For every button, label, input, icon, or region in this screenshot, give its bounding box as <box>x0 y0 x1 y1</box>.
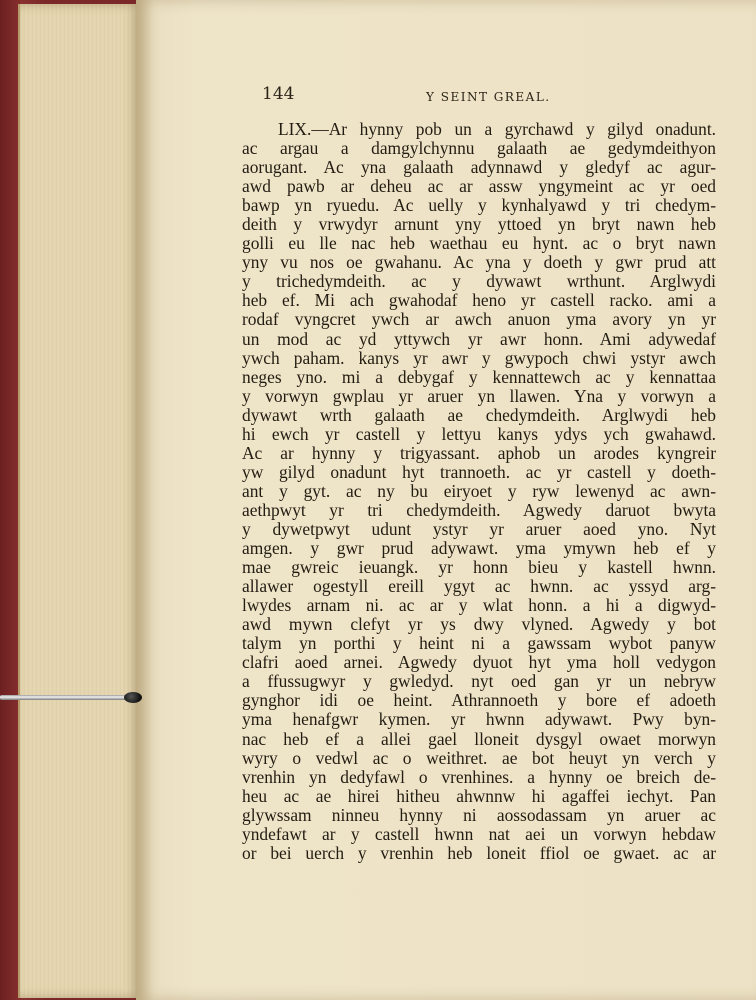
text-line: hi ewch yr castell y lettyu kanys ydys ych gwahawd. <box>242 423 716 444</box>
text-line: aethpwyt yr tri chedymdeith. Agwedy daruot bwyta <box>242 499 716 520</box>
text-line: yny vu nos oe gwahanu. Ac yna y doeth y gwr prud att <box>242 252 716 273</box>
page-header <box>136 84 756 108</box>
text-line: golli eu lle nac heb waethau eu hynt. ac o bryt nawn <box>242 233 716 254</box>
text-line: bawp yn ryuedu. Ac uelly y kynhalyawd y tri chedym- <box>242 195 716 216</box>
text-line: LIX.—Ar hynny pob un a gyrchawd y gilyd onadunt. <box>278 119 716 139</box>
text-line: heb ef. Mi ach gwahodaf heno yr castell racko. ami a <box>242 290 716 311</box>
text-line: awd pawb ar deheu ac ar assw yngymeint ac yr oed <box>242 176 716 197</box>
text-line: vrenhin yn dedyfawl o vrenhines. a hynny oe breich de- <box>242 766 716 787</box>
page-edges <box>18 4 140 998</box>
text-line: dywawt wrth galaath ae chedymdeith. Arglwydi heb <box>242 404 716 425</box>
text-line: lwydes arnam ni. ac ar y wlat honn. a hi a digwyd- <box>242 595 716 616</box>
text-line: mae gwreic ieuangk. yr honn bieu y kastell hwnn. <box>242 557 716 578</box>
metal-pointer <box>0 692 142 702</box>
page-number: 144 <box>262 84 295 104</box>
text-line: talym yn porthi y heint ni a gawssam wybot panyw <box>242 633 716 654</box>
text-line: ac argau a damgylchynnu galaath ae gedymdeithyon <box>242 138 716 159</box>
text-line: yw gilyd onadunt hyt trannoeth. ac yr castell y doeth- <box>242 461 716 482</box>
text-line: Ac ar hynny y trigyassant. aphob un arodes kyngreir <box>242 442 716 463</box>
text-line: ant y gyt. ac ny bu eiryoet y ryw lewenyd ac awn- <box>242 480 716 501</box>
text-line: gynghor idi oe heint. Athrannoeth y bore ef adoeth <box>242 690 716 711</box>
body-text <box>242 120 716 863</box>
text-line: ywch paham. kanys yr awr y gwypoch chwi ystyr awch <box>242 347 716 368</box>
text-line: a ffussugwyr y gwledyd. nyt oed gan yr un nebryw <box>242 671 716 692</box>
text-line: rodaf vyngcret ywch ar awch anuon yma avory yn yr <box>242 309 716 330</box>
text-line: wyry o vedwl ac o weithret. ae bot heuyt yn verch y <box>242 747 716 768</box>
text-line: yndefawt ar y castell hwnn nat aei un vorwyn hebdaw <box>242 823 716 844</box>
text-line: un mod ac yd yttywch yr awr honn. Ami adywedaf <box>242 328 716 349</box>
text-line: glywssam ninneu hynny ni aossodassam yn aruer ac <box>242 804 716 825</box>
text-line: amgen. y gwr prud adywawt. yma ymywn heb ef y <box>242 538 716 559</box>
text-line: aorugant. Ac yna galaath adynnawd y gledyf ac agur- <box>242 157 716 178</box>
book-page <box>136 0 756 1000</box>
text-line: clafri aoed arnei. Agwedy dyuot hyt yma holl vedygon <box>242 652 716 673</box>
text-line: awd mywn clefyt yr ys dwy vlyned. Agwedy y bot <box>242 614 716 635</box>
text-line: neges yno. mi a debygaf y kennattewch ac y kennattaa <box>242 366 716 387</box>
text-line: yma henafgwr kymen. yr hwnn adywawt. Pwy byn- <box>242 709 716 730</box>
text-line: deith y vrwydyr arnunt yny yttoed yn bryt nawn heb <box>242 214 716 235</box>
text-line: y dywetpwyt udunt ystyr yr aruer aoed yno. Nyt <box>242 518 716 539</box>
text-line: or bei uerch y vrenhin heb loneit ffiol oe gwaet. ac ar <box>242 842 716 863</box>
text-line: y vorwyn gwplau yr aruer yn llawen. Yna y vorwyn a <box>242 385 716 406</box>
text-line: heu ac ae hirei hitheu ahwnnw hi agaffei iechyt. Pan <box>242 785 716 806</box>
pointer-tip <box>124 692 142 703</box>
text-line: nac heb ef a allei gael lloneit dysgyl owaet morwyn <box>242 728 716 749</box>
pointer-shaft <box>0 695 128 700</box>
text-line: allawer ogestyll ereill ygyt ac hwnn. ac yssyd arg- <box>242 576 716 597</box>
text-line: y trichedymdeith. ac y dywawt wrthunt. Arglwydi <box>242 271 716 292</box>
running-title: Y SEINT GREAL. <box>426 90 551 104</box>
